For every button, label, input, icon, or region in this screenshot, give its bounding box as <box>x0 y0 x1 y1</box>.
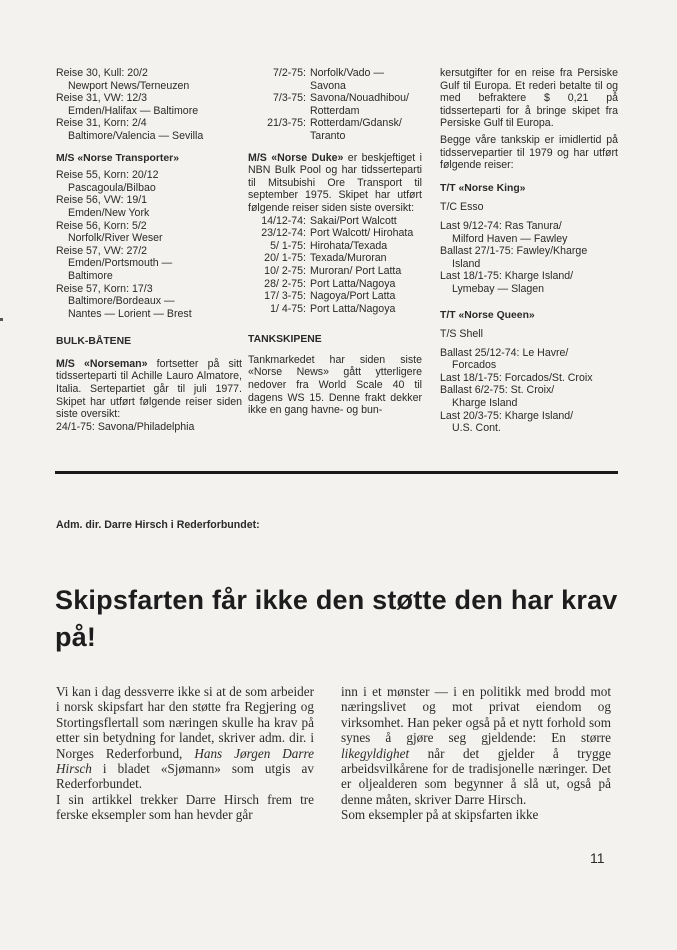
trip-date: 21/3-75: <box>267 117 306 130</box>
trip-entry <box>248 290 422 303</box>
trip-entry <box>440 347 618 372</box>
trip-entry <box>440 245 618 270</box>
trip-entry <box>56 92 242 117</box>
trip-entry <box>248 67 422 92</box>
column-middle <box>248 67 422 417</box>
byline: Adm. dir. Darre Hirsch i Rederforbundet: <box>56 519 260 531</box>
trip-route: Baltimore <box>68 269 113 282</box>
trip-date: 23/12-74: <box>261 227 306 240</box>
trip-route: Norfolk/River Weser <box>68 232 163 245</box>
trip-entry <box>56 194 242 219</box>
trip-route: Emden/New York <box>68 206 150 219</box>
trip-route: Island <box>452 257 481 270</box>
trip-route: Hirohata/Texada <box>310 239 388 252</box>
charter-norse-king: T/C Esso <box>440 201 484 214</box>
trip-entry <box>440 384 618 409</box>
paragraph-intro-2: Begge våre tankskip er imidlertid på tidsservepartier til 1979 og har utført følgende reiser: <box>440 133 618 172</box>
norseman-trip: 24/1-75: Savona/Philadelphia <box>56 420 195 433</box>
scan-mark <box>0 318 3 321</box>
trip-route: Kharge Island <box>452 397 518 410</box>
text-run: når det gjelder å trygge arbeidsvilkårene for de tradisjonelle næringer. Det er oljealderen som begynner å slå ut, også på denne måten, skriver Darre Hirsch. <box>341 745 611 807</box>
trip-date: 7/3-75: <box>273 92 306 105</box>
trip-route: Savona/Nouadhibou/ Rotterdam <box>310 92 409 117</box>
article-paragraph <box>341 684 611 807</box>
trip-route: Emden/Halifax — Baltimore <box>68 104 199 117</box>
trip-entry <box>56 283 242 321</box>
trip-route-head: Last 9/12-74: Ras Tanura/ <box>440 219 562 232</box>
heading-tankskipene: TANKSKIPENE <box>248 334 322 346</box>
trip-route-head: Last 18/1-75: Forcados/St. Croix <box>440 371 593 384</box>
trip-route: Port Latta/Nagoya <box>310 302 396 315</box>
trip-entry <box>248 227 422 240</box>
trip-route: Newport News/Terneuzen <box>68 79 190 92</box>
trip-route-head: Last 20/3-75: Kharge Island/ <box>440 409 574 422</box>
trip-entry <box>248 240 422 253</box>
trip-route-head: Reise 31, Korn: 2/4 <box>56 117 147 130</box>
trip-route-head: Reise 30, Kull: 20/2 <box>56 67 148 79</box>
trip-route-head: Reise 56, VW: 19/1 <box>56 194 148 207</box>
duke-text: er beskjeftiget i NBN Bulk Pool og har tidsserteparti til Mitsubishi Ore Transport til september 1975. Skipet har utført følgende reiser siden siste oversikt: <box>248 151 422 214</box>
heading-norse-transporter: M/S «Norse Transporter» <box>56 152 179 164</box>
trip-entry <box>440 372 618 385</box>
trip-route: Sakai/Port Walcott <box>310 214 397 227</box>
trip-route-head: Ballast 27/1-75: Fawley/Kharge <box>440 245 588 258</box>
trip-route: Port Latta/Nagoya <box>310 277 396 290</box>
trip-route: Muroran/ Port Latta <box>310 264 402 277</box>
paragraph-norseman <box>56 358 242 421</box>
trip-route: Baltimore/Bordeaux — <box>68 295 175 308</box>
trip-route-head: Ballast 6/2-75: St. Croix/ <box>440 384 555 397</box>
trip-list-norse-duke <box>248 215 422 316</box>
section-divider <box>55 471 618 474</box>
trip-date: 1/ 4-75: <box>270 302 306 315</box>
trip-route: Pascagoula/Bilbao <box>68 181 156 194</box>
text-run: inn i et mønster — i en politikk med brodd mot næringslivet og mot privat eiendom og virksomhet. Han peker også på et nytt forhold som synes å gjøre seg gjeldende: En større <box>341 684 611 746</box>
trip-entry <box>56 67 242 92</box>
trip-route: Rotterdam/Gdansk/ Taranto <box>310 117 402 142</box>
paragraph-tankskipene: Tankmarkedet har siden siste «Norse News» gått ytterligere nedover fra World Scale 40 til dagens WS 15. Denne frakt dekker ikke en gang havne- og bun- <box>248 353 422 417</box>
trip-entry <box>248 215 422 228</box>
article-paragraph <box>56 684 314 792</box>
trip-date: 20/ 1-75: <box>264 252 306 265</box>
trip-date: 7/2-75: <box>273 67 306 79</box>
heading-norse-queen: T/T «Norse Queen» <box>440 309 535 321</box>
trip-entry <box>56 169 242 194</box>
author-name: Hans Jørgen Darre Hirsch <box>56 745 315 777</box>
trip-route-head: Reise 56, Korn: 5/2 <box>56 219 147 232</box>
article-title: Skipsfarten får ikke den støtte den har krav på! <box>55 585 618 652</box>
trip-route: Nagoya/Port Latta <box>310 290 396 303</box>
trip-route-head: Reise 55, Korn: 20/12 <box>56 169 159 182</box>
paragraph-intro: kersutgifter for en reise fra Persiske Gulf til Europa. Et rederi betalte til og med befraktere $ 0,21 på tidsserteparti for å bringe skipet fra Persiske Gulf til Europa. <box>440 67 618 130</box>
trip-entry <box>248 92 422 117</box>
trip-date: 5/ 1-75: <box>270 239 306 252</box>
article-column-right <box>341 684 611 823</box>
trip-entry <box>248 303 422 316</box>
trip-entry <box>56 220 242 245</box>
trip-route-head: Reise 31, VW: 12/3 <box>56 92 148 105</box>
duke-name: M/S «Norse Duke» <box>248 151 344 164</box>
heading-norse-king: T/T «Norse King» <box>440 182 526 194</box>
trip-route: Milford Haven — Fawley <box>452 232 568 245</box>
trip-route: Port Walcott/ Hirohata <box>310 227 414 240</box>
article-paragraph: Som eksempler på at skipsfarten ikke <box>341 807 539 823</box>
trip-list-norseman-prev <box>56 67 242 143</box>
trip-entry <box>56 117 242 142</box>
trip-date: 14/12-74: <box>261 214 306 227</box>
trip-route: Lymebay — Slagen <box>452 282 545 295</box>
page-number: 11 <box>590 850 605 866</box>
trip-entry <box>248 117 422 142</box>
charter-norse-queen: T/S Shell <box>440 328 483 341</box>
article-column-left <box>56 684 314 823</box>
norseman-name: M/S «Norseman» <box>56 357 148 370</box>
trip-entry <box>440 270 618 295</box>
trip-route-head: Reise 57, VW: 27/2 <box>56 244 148 257</box>
trip-date: 17/ 3-75: <box>264 290 306 303</box>
column-left <box>56 67 242 433</box>
text-run: i bladet «Sjømann» som utgis av Rederforbundet. <box>56 761 314 792</box>
column-right <box>440 67 618 435</box>
trip-entry <box>248 252 422 265</box>
norseman-text: fortsetter på sitt tidsserteparti til Achille Lauro Almatore, Italia. Sertepartiet går til juli 1977. Skipet har utført følgende reiser siden siste oversikt: <box>56 357 243 421</box>
trip-entry <box>440 410 618 435</box>
trip-date: 10/ 2-75: <box>264 264 306 277</box>
trip-list-norse-king <box>440 220 618 296</box>
trip-route: Texada/Muroran <box>310 252 387 265</box>
trip-route: Emden/Portsmouth — <box>68 257 173 270</box>
trip-date: 28/ 2-75: <box>264 277 306 290</box>
trip-list-norse-queen <box>440 347 618 435</box>
trip-entry <box>440 220 618 245</box>
trip-route: Forcados <box>452 359 497 372</box>
trip-route: U.S. Cont. <box>452 422 501 435</box>
paragraph-norse-duke <box>248 152 422 215</box>
trip-route-head: Ballast 25/12-74: Le Havre/ <box>440 346 569 359</box>
trip-entry <box>56 245 242 283</box>
trip-entry <box>248 265 422 278</box>
emphasis: likegyldighet <box>341 745 410 761</box>
article-paragraph: I sin artikkel trekker Darre Hirsch frem tre ferske eksempler som han hevder går <box>56 791 314 823</box>
heading-bulk: BULK-BÅTENE <box>56 336 132 348</box>
trip-list-top <box>248 67 422 143</box>
trip-route: Norfolk/Vado — Savona <box>310 67 384 92</box>
text-run: Vi kan i dag dessverre ikke si at de som arbeider i norsk skipsfart har den støtte fra Regjering og Stortingsflertall som næringen skulle ha krav på etter sin betydning for landet, skriver adm. dir. i Norges Rederforbund, <box>56 684 314 761</box>
trip-entry <box>248 278 422 291</box>
trip-route-head: Reise 57, Korn: 17/3 <box>56 282 153 295</box>
trip-route: Nantes — Lorient — Brest <box>68 307 192 320</box>
trip-route: Baltimore/Valencia — Sevilla <box>68 129 204 142</box>
trip-route-head: Last 18/1-75: Kharge Island/ <box>440 270 574 283</box>
trip-list-norse-transporter <box>56 169 242 320</box>
